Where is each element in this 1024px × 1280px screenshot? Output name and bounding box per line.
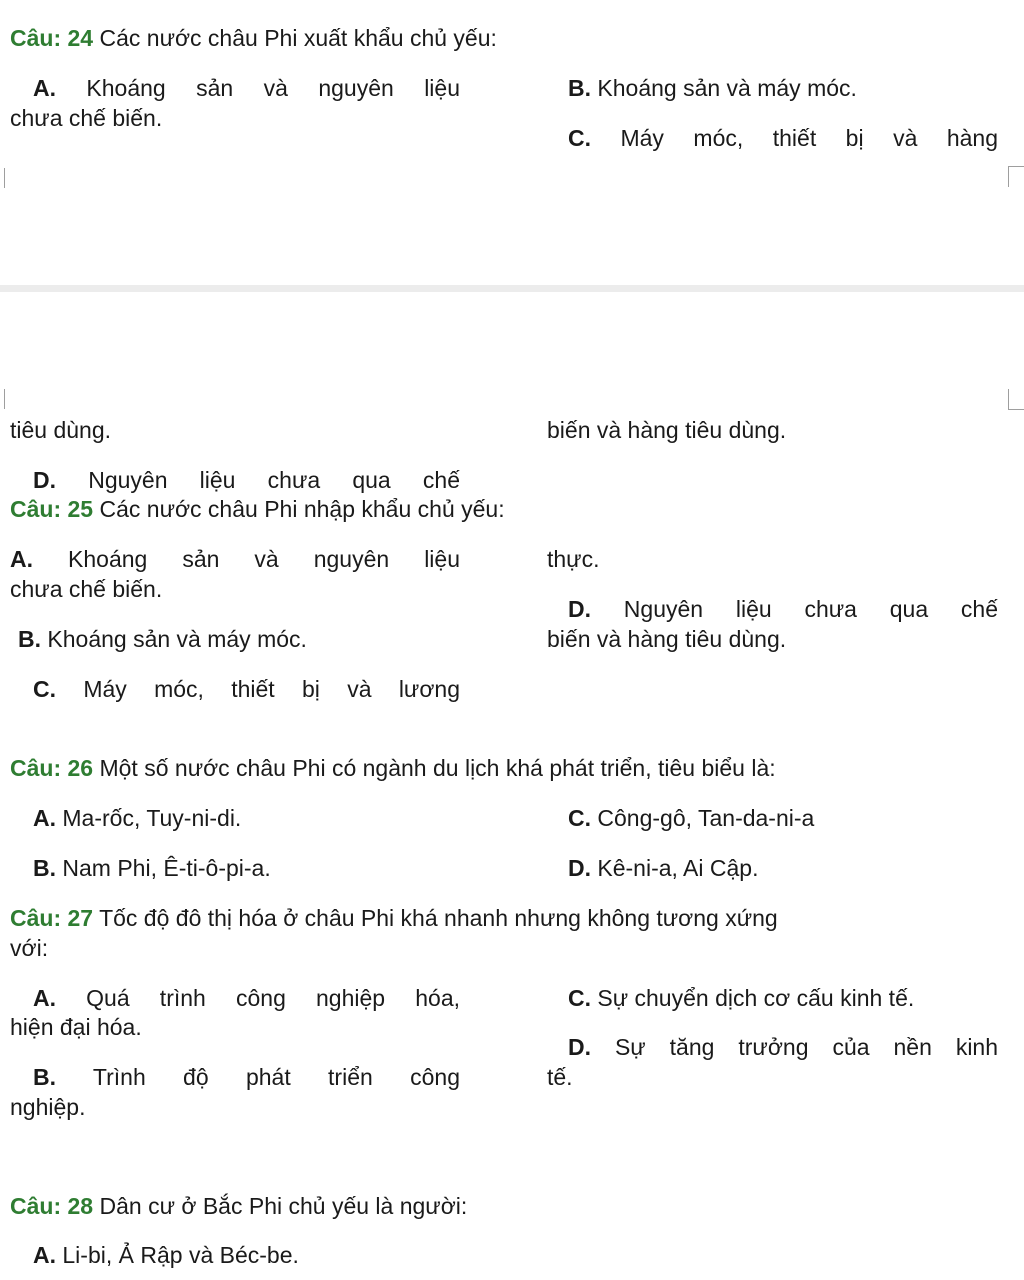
q25-option-d-label: D.	[568, 596, 591, 622]
question-26-text: Một số nước châu Phi có ngành du lịch khá phát triển, tiêu biểu là:	[93, 755, 776, 781]
q27-option-b-text: Trình độ phát triển công	[92, 1064, 460, 1090]
q24-option-c-continued: tiêu dùng.	[10, 417, 112, 443]
q24-option-a-text: Khoáng sản và nguyên liệu	[86, 75, 461, 101]
crop-mark-bottom-left	[0, 389, 5, 409]
q28-option-a-label: A.	[33, 1242, 56, 1268]
q27-option-d-continued: tế.	[547, 1064, 573, 1090]
q24-option-c-text: Máy móc, thiết bị và hàng	[620, 125, 999, 151]
crop-mark-bottom-right	[1008, 389, 1024, 410]
q27-option-c	[568, 984, 914, 1012]
question-25-text: Các nước châu Phi nhập khẩu chủ yếu:	[93, 496, 505, 522]
q24-option-b-text: Khoáng sản và máy móc.	[597, 75, 857, 101]
q27-option-d	[568, 1033, 998, 1061]
q26-option-c-label: C.	[568, 805, 591, 831]
q26-option-c-text: Công-gô, Tan-da-ni-a	[597, 805, 815, 831]
q26-option-d-label: D.	[568, 855, 591, 881]
q25-option-b-label: B.	[18, 626, 41, 652]
q27-option-b-continued: nghiệp.	[10, 1094, 86, 1120]
crop-mark-top-left	[0, 168, 5, 188]
q25-option-c-text: Máy móc, thiết bị và lương	[83, 676, 460, 702]
q25-option-d-continued: biến và hàng tiêu dùng.	[547, 626, 787, 652]
q26-option-b-text: Nam Phi, Ê-ti-ô-pi-a.	[62, 855, 271, 881]
q28-option-a-text: Li-bi, Ả Rập và Béc-be.	[62, 1242, 299, 1268]
question-28-number: Câu: 28	[10, 1193, 94, 1219]
q25-option-c-continued: thực.	[547, 546, 600, 572]
q26-option-a-label: A.	[33, 805, 56, 831]
q25-option-a	[10, 545, 460, 573]
q27-option-d-text: Sự tăng trưởng của nền kinh	[614, 1034, 999, 1060]
q26-option-d-text: Kê-ni-a, Ai Cập.	[597, 855, 759, 881]
q26-option-a	[33, 804, 241, 832]
q25-option-a-continued: chưa chế biến.	[10, 576, 163, 602]
q27-option-c-text: Sự chuyển dịch cơ cấu kinh tế.	[597, 985, 915, 1011]
q27-option-a-label: A.	[33, 985, 56, 1011]
q24-option-b	[568, 74, 857, 102]
q24-option-d-continued: biến và hàng tiêu dùng.	[547, 417, 787, 443]
q27-option-a-text: Quá trình công nghiệp hóa,	[86, 985, 461, 1011]
crop-mark-top-right	[1008, 166, 1024, 187]
q25-option-c	[33, 675, 460, 703]
q25-option-a-label: A.	[10, 546, 33, 572]
q27-option-a-continued: hiện đại hóa.	[10, 1014, 142, 1040]
q25-option-d	[568, 595, 998, 623]
question-28-text: Dân cư ở Bắc Phi chủ yếu là người:	[93, 1193, 468, 1219]
question-26-number: Câu: 26	[10, 755, 94, 781]
q24-option-b-label: B.	[568, 75, 591, 101]
q28-option-a	[33, 1241, 299, 1269]
q27-option-c-label: C.	[568, 985, 591, 1011]
question-27	[10, 904, 778, 932]
q24-option-c	[568, 124, 998, 152]
q26-option-a-text: Ma-rốc, Tuy-ni-di.	[62, 805, 242, 831]
question-24-text: Các nước châu Phi xuất khẩu chủ yếu:	[93, 25, 497, 51]
question-28	[10, 1192, 467, 1220]
question-27-number: Câu: 27	[10, 905, 94, 931]
q27-option-b	[33, 1063, 460, 1091]
q24-option-a-label: A.	[33, 75, 56, 101]
q25-option-b	[18, 625, 307, 653]
q24-option-a-continued: chưa chế biến.	[10, 105, 163, 131]
q24-option-a	[33, 74, 460, 102]
q25-option-d-text: Nguyên liệu chưa qua chế	[623, 596, 998, 622]
q26-option-b	[33, 854, 271, 882]
q27-option-b-label: B.	[33, 1064, 56, 1090]
q24-option-d-label: D.	[33, 467, 56, 493]
question-24	[10, 24, 497, 52]
q25-option-b-text: Khoáng sản và máy móc.	[47, 626, 307, 652]
q26-option-d	[568, 854, 758, 882]
q24-option-d-text: Nguyên liệu chưa qua chế	[88, 467, 461, 493]
q27-option-d-label: D.	[568, 1034, 591, 1060]
question-25-number: Câu: 25	[10, 496, 94, 522]
page-separator	[0, 285, 1024, 292]
question-24-number: Câu: 24	[10, 25, 94, 51]
q24-option-d	[33, 466, 460, 494]
q26-option-b-label: B.	[33, 855, 56, 881]
q25-option-a-text: Khoáng sản và nguyên liệu	[68, 546, 460, 572]
question-27-continued: với:	[10, 935, 49, 961]
question-27-text: Tốc độ đô thị hóa ở châu Phi khá nhanh nhưng không tương xứng	[93, 905, 778, 931]
q25-option-c-label: C.	[33, 676, 56, 702]
question-25	[10, 495, 505, 523]
q27-option-a	[33, 984, 460, 1012]
q26-option-c	[568, 804, 814, 832]
question-26	[10, 754, 776, 782]
q24-option-c-label: C.	[568, 125, 591, 151]
